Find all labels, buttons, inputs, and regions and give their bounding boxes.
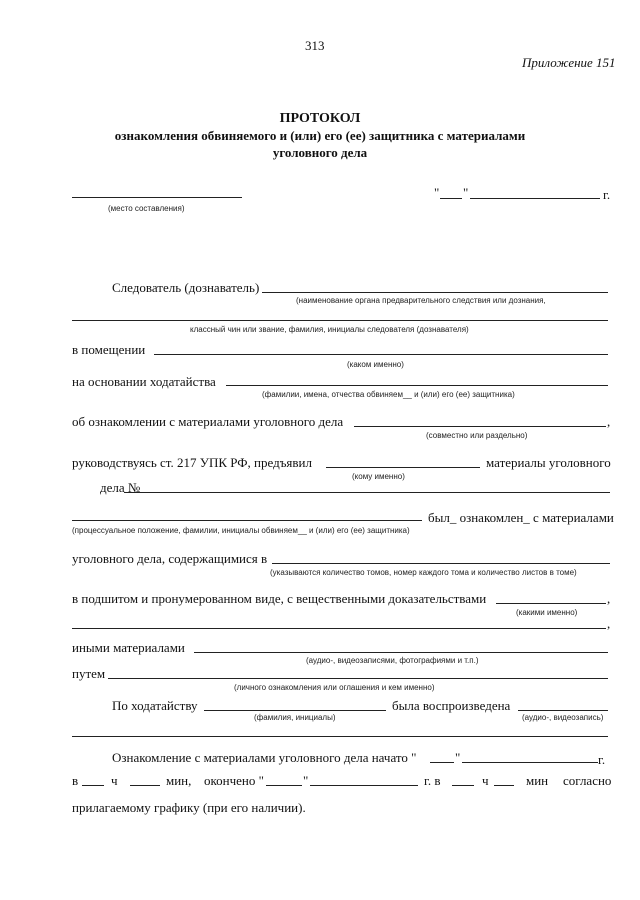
article-text: руководствуясь ст. 217 УПК РФ, предъявил	[72, 455, 312, 470]
document-subtitle: ознакомления обвиняемого и (или) его (ее) защитника с материалами	[114, 128, 526, 143]
evidence-label: в подшитом и пронумерованном виде, с вещественными доказательствами	[72, 591, 487, 606]
recipient-field[interactable]	[326, 467, 480, 468]
finished-year-label: г. в	[424, 773, 441, 788]
date-day-field[interactable]	[440, 198, 462, 199]
start-minute-field[interactable]	[130, 785, 160, 786]
petition-caption: (фамилии, имена, отчества обвиняем__ и (или) его (ее) защитника)	[262, 390, 515, 399]
start-year-suffix: г.	[598, 752, 606, 767]
start-quote-close: "	[455, 750, 461, 765]
reproduced-caption: (аудио-, видеозапись)	[522, 713, 604, 722]
document-subtitle-2: уголовного дела	[272, 145, 368, 160]
finished-quote-close: "	[303, 773, 309, 788]
petition-label: на основании ходатайства	[72, 374, 216, 389]
finished-text: окончено "	[204, 773, 264, 788]
was-familiarized-text: был_ ознакомлен_ с материалами	[428, 510, 614, 525]
familiarize-comma: ,	[607, 414, 611, 429]
finished-day-field[interactable]	[266, 785, 302, 786]
investigator-field[interactable]	[262, 292, 608, 293]
evidence-continued-field[interactable]	[72, 628, 606, 629]
other-materials-label: иными материалами	[72, 640, 185, 655]
reproduced-label: была воспроизведена	[392, 698, 511, 713]
volumes-caption: (указываются количество томов, номер каждого тома и количество листов в томе)	[270, 568, 577, 577]
document-title: ПРОТОКОЛ	[279, 111, 361, 126]
other-materials-field[interactable]	[194, 652, 608, 653]
time-h-label: ч	[111, 773, 118, 788]
date-quote-close: "	[463, 185, 469, 200]
petition2-field[interactable]	[204, 710, 386, 711]
schedule-text: прилагаемому графику (при его наличии).	[72, 800, 306, 815]
evidence-field[interactable]	[496, 603, 606, 604]
finished-minute-field[interactable]	[494, 785, 514, 786]
reproduced-field[interactable]	[518, 710, 608, 711]
rank-field[interactable]	[72, 320, 608, 321]
case-label: дела №	[100, 480, 141, 495]
place-field[interactable]	[72, 197, 242, 198]
date-month-field[interactable]	[470, 198, 600, 199]
recipient-caption: (кому именно)	[352, 472, 405, 481]
page-number: 313	[305, 38, 325, 53]
way-field[interactable]	[108, 678, 608, 679]
according-text: согласно	[563, 773, 612, 788]
reproduced-continued-field[interactable]	[72, 736, 608, 737]
evidence-comma: ,	[607, 591, 611, 606]
finished-month-field[interactable]	[310, 785, 418, 786]
place-caption: (место составления)	[108, 204, 185, 213]
finished-hour-field[interactable]	[452, 785, 474, 786]
time-min-label: мин,	[166, 773, 192, 788]
date-year-suffix: г.	[603, 187, 611, 202]
rank-caption: классный чин или звание, фамилия, инициалы следователя (дознавателя)	[190, 325, 469, 334]
participant-field[interactable]	[72, 520, 422, 521]
familiarize-caption: (совместно или раздельно)	[426, 431, 528, 440]
other-materials-caption: (аудио-, видеозаписями, фотографиями и т.п.)	[306, 656, 479, 665]
appendix-label: Приложение 151	[522, 55, 616, 70]
case-number-field[interactable]	[124, 492, 610, 493]
start-hour-field[interactable]	[82, 785, 104, 786]
investigator-label: Следователь (дознаватель)	[112, 280, 260, 295]
room-field[interactable]	[154, 354, 608, 355]
petition2-label: По ходатайству	[112, 698, 198, 713]
volumes-field[interactable]	[272, 563, 610, 564]
way-caption: (личного ознакомления или оглашения и кем именно)	[234, 683, 435, 692]
participant-caption: (процессуальное положение, фамилии, инициалы обвиняем__ и (или) его (ее) защитника)	[72, 526, 410, 535]
materials-text: материалы уголовного	[486, 455, 611, 470]
evidence-caption: (какими именно)	[516, 608, 578, 617]
familiarize-field[interactable]	[354, 426, 606, 427]
investigator-caption: (наименование органа предварительного следствия или дознания,	[296, 296, 546, 305]
date-quote-open: "	[434, 185, 440, 200]
contained-label: уголовного дела, содержащимися в	[72, 551, 268, 566]
time-v-label: в	[72, 773, 79, 788]
room-label: в помещении	[72, 342, 146, 357]
start-text: Ознакомление с материалами уголовного дела начато "	[112, 750, 417, 765]
start-day-field[interactable]	[430, 762, 454, 763]
start-month-field[interactable]	[462, 762, 598, 763]
petition2-caption: (фамилия, инициалы)	[254, 713, 336, 722]
room-caption: (каком именно)	[347, 360, 404, 369]
evidence-comma-2: ,	[607, 616, 611, 631]
way-label: путем	[72, 666, 106, 681]
finished-min-label: мин	[526, 773, 549, 788]
familiarize-label: об ознакомлении с материалами уголовного дела	[72, 414, 344, 429]
petition-field[interactable]	[226, 385, 608, 386]
finished-h-label: ч	[482, 773, 489, 788]
